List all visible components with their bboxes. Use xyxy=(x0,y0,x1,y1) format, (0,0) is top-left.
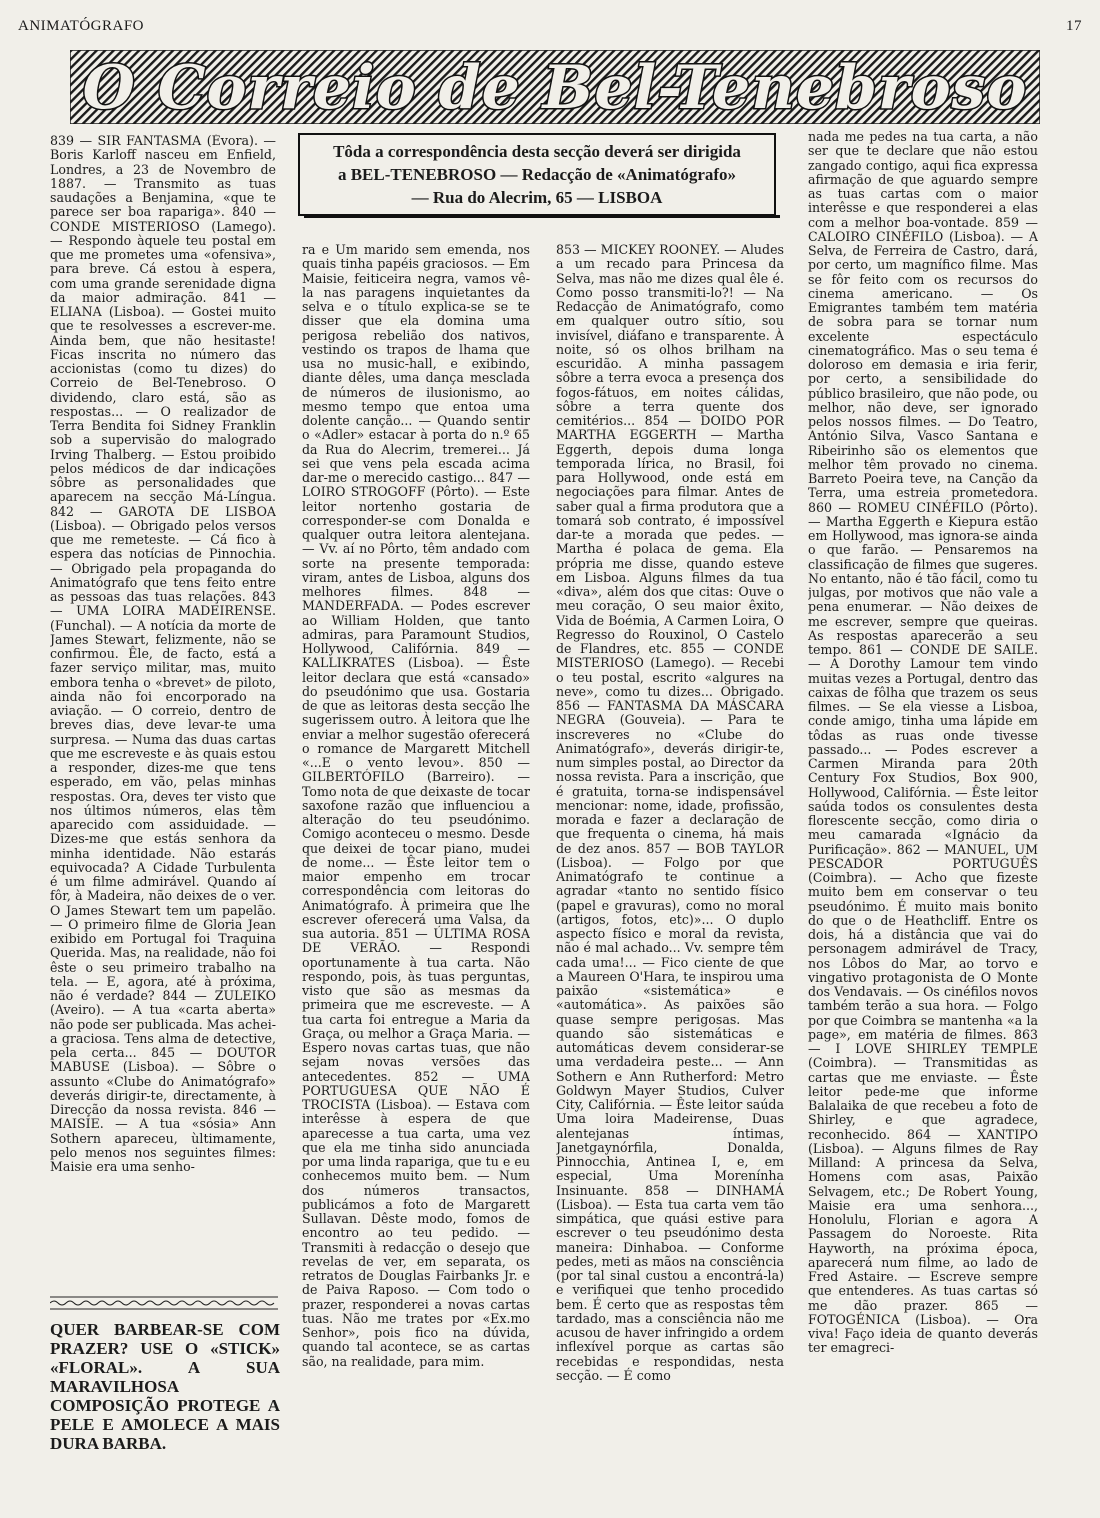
notice-shadow xyxy=(304,215,780,218)
text-column-4 xyxy=(808,130,1038,1505)
notice-line-2: a BEL-TENEBROSO — Redacção de «Animatógrafo» xyxy=(337,165,737,184)
page-number: 17 xyxy=(1066,17,1082,34)
banner-title: O Correio de Bel-Tenebroso xyxy=(82,53,1028,123)
notice-line-3: — Rua do Alecrim, 65 — LISBOA xyxy=(411,188,663,207)
page-header xyxy=(18,14,1082,38)
decorative-divider xyxy=(50,1294,278,1312)
column-4-text: nada me pedes na tua carta, a não ser que te declare que não estou zangado contigo, aqui fica expressa afirmação de que aguardo sempre as tuas cartas com o maior interêsse e que responderei a elas com a melhor boa-vontade. 859 — CALOIRO CINÉFILO (Lisboa). — A Selva, de Ferreira de Castro, dará, por certo, um magnífico filme. Mas se fôr feito com os recursos do cinema americano. — Os Emigrantes também tem matéria de sobra para se tornar num excelente espectáculo cinematográfico. Mas o seu tema é doloroso em demasia e iria ferir, por certo, a sensibilidade do público brasileiro, que não pode, ou melhor, não deve, ser ignorado pelos nossos filmes. — Do Teatro, António Silva, Vasco Santana e Ribeirinho são os elementos que melhor têm provado no cinema. Barreto Poeira teve, na Canção da Terra, uma estreia prometedora. 860 — ROMEU CINÉFILO (Pôrto). — Martha Eggerth e Kiepura estão em Hollywood, mas ignora-se ainda o que farão. — Pensaremos na classificação de filmes que sugeres. No entanto, não é tão fácil, como tu julgas, por motivos que não vale a pena enumerar. — Não deixes de me escrever, sempre que queiras. As respostas aparecerão a seu tempo. 861 — CONDE DE SAILE. — A Dorothy Lamour tem vindo muitas vezes a Portugal, dentro das caixas de fôlha que trazem os seus filmes. — Se ela viesse a Lisboa, conde amigo, tinha uma lápide em tôdas as ruas onde tivesse passado... — Podes escrever a Carmen Miranda para 20th Century Fox Studios, Box 900, Hollywood, Califórnia. — Êste leitor saúda todos os consulentes desta florescente secção, como diria o meu camarada «Ignácio da Purificação». 862 — MANUEL, UM PESCADOR PORTUGUÊS (Coimbra). — Acho que fizeste muito bem em conservar o teu pseudónimo. É muito mais bonito do que o de Heathcliff. Entre os dois, há a distância que vai do personagem admirável de Tracy, nos Lôbos do Mar, ao torvo e vingativo protagonista de O Monte dos Vendavais. — Os cinéfilos novos também terão a sua hora. — Folgo por que Coimbra se mantenha «a la page», em matéria de filmes. 863 — I LOVE SHIRLEY TEMPLE (Coimbra). — Transmitidas as cartas que me enviaste. — Êste leitor pede-me que informe Balalaika de que recebeu a foto de Shirley, e que agradece, reconhecido. 864 — XANTIPO (Lisboa). — Alguns filmes de Ray Milland: A princesa da Selva, Homens com asas, Paixão Selvagem, etc.; De Robert Young, Maisie era uma senhora..., Honolulu, Florian e agora A Passagem do Noroeste. Rita Hayworth, na próxima época, aparecerá num filme, ao lado de Fred Astaire. — Escreve sempre que entenderes. As tuas cartas só me dão prazer. 865 — FOTOGÉNICA (Lisboa). — Ora viva! Faço ideia de quanto deverás ter emagreci- xyxy=(808,130,1038,1356)
column-1-text: 839 — SIR FANTASMA (Évora). — Boris Karloff nasceu em Enfield, Londres, a 23 de Novembro de 1887. — Transmito as tuas saudações a Benjamina, «que te parece ser boa rapariga». 840 — CONDE MISTERIOSO (Lamego). — Respondo àquele teu postal em que me prometes uma «ofensiva», para breve. Cá estou à espera, com uma grande serenidade digna da maior admiração. 841 — ELIANA (Lisboa). — Gostei muito que te resolvesses a escrever-me. Ainda bem, que não hesitaste! Ficas inscrita no número das accionistas (como tu dizes) do Correio de Bel-Tenebroso. O dividendo, claro está, são as respostas... — O realizador de Terra Bendita foi Sidney Franklin sob a supervisão do malogrado Irving Thalberg. — Estou proibido pelos médicos de dar indicações sôbre as personalidades que aparecem na secção Má-Língua. 842 — GAROTA DE LISBOA (Lisboa). — Obrigado pelos versos que me remeteste. — Cá fico à espera das notícias de Pinnochia. — Obrigado pela propaganda do Animatógrafo que tens feito entre as pessoas das tuas relações. 843 — UMA LOIRA MADEIRENSE. (Funchal). — A notícia da morte de James Stewart, felizmente, não se confirmou. Êle, de facto, está a fazer serviço militar, mas, muito embora tenha o «brevet» de piloto, ainda não foi encorporado na aviação. — O correio, dentro de breves dias, deve levar-te uma surpresa. — Numa das duas cartas que me escreveste e às quais estou a responder, dizes-me que tens esperado, em vão, pelas minhas respostas. Ora, deves ter visto que nos últimos números, elas têm aparecido com assiduidade. — Dizes-me que estás senhora da minha identidade. Não estarás equivocada? A Cidade Turbulenta é um filme admirável. Quando aí fôr, à Madeira, não deixes de o ver. O James Stewart tem um papelão. — O primeiro filme de Gloria Jean exibido em Portugal foi Traquina Querida. Mas, na realidade, não foi êste o seu primeiro trabalho na tela. — E, agora, até à próxima, não é verdade? 844 — ZULEIKO (Aveiro). — A tua «carta aberta» não pode ser publicada. Mas achei-a graciosa. Tens alma de detective, pela certa... 845 — DOUTOR MABUSE (Lisboa). — Sôbre o assunto «Clube do Animatógrafo» deverás dirigir-te, directamente, à Direcção da nossa revista. 846 — MAISIE. — A tua «sósia» Ann Sothern apareceu, ùltimamente, pelo menos nos seguintes filmes: Maisie era uma senho- xyxy=(50,134,276,1174)
banner-graphic xyxy=(70,50,1040,124)
notice-line-1: Tôda a correspondência desta secção deverá ser dirigida xyxy=(333,142,741,161)
stick-floral-advert xyxy=(50,1320,280,1490)
column-2-text: ra e Um marido sem emenda, nos quais tinha papéis graciosos. — Em Maisie, feiticeira negra, vamos vê-la nas paragens inquietantes da selva e o título explica-se se te disser que ela domina uma perigosa rebelião dos nativos, vestindo os trapos de lhama que usa no music-hall, e exibindo, diante dêles, uma dança mesclada de números de ilusionismo, ao mesmo tempo que entoa uma dolente canção... — Quando sentir o «Adler» estacar à porta do n.º 65 da Rua do Alecrim, tremerei... Já sei que vens pela escada acima dar-me o merecido castigo... 847 — LOIRO STROGOFF (Pôrto). — Este leitor nortenho gostaria de corresponder-se com Donalda e qualquer outra leitora alentejana. — Vv. aí no Pôrto, têm andado com sorte na presente temporada: viram, antes de Lisboa, alguns dos melhores filmes. 848 — MANDERFADA. — Podes escrever ao William Holden, que tanto admiras, para Paramount Studios, Hollywood, Califórnia. 849 — KALLIKRATES (Lisboa). — Êste leitor declara que está «cansado» do pseudónimo que usa. Gostaria de que as leitoras desta secção lhe sugerissem outro. À leitora que lhe enviar a melhor sugestão oferecerá o romance de Margarett Mitchell «...E o vento levou». 850 — GILBERTÓFILO (Barreiro). — Tomo nota de que deixaste de tocar saxofone razão que influenciou a alteração do teu pseudónimo. Comigo aconteceu o mesmo. Desde que deixei de tocar piano, mudei de nome... — Êste leitor tem o maior empenho em trocar correspondência com leitoras do Animatógrafo. À primeira que lhe escrever oferecerá uma Valsa, da sua autoria. 851 — ÚLTIMA ROSA DE VERÃO. — Respondi oportunamente à tua carta. Não respondo, pois, às tuas perguntas, visto que são as mesmas da primeira que me escreveste. — A tua carta foi entregue a Maria da Graça, ou melhor a Graça Maria. — Espero novas cartas tuas, que não sejam novas versões das antecedentes. 852 — UMA PORTUGUESA QUE NÃO É TROCISTA (Lisboa). — Estava com interêsse à espera de que aparecesse a tua carta, uma vez que ela me tinha sido anunciada por uma linda rapariga, que tu e eu conhecemos muito bem. — Num dos números transactos, publicámos a foto de Margarett Sullavan. Dêste modo, fomos de encontro ao teu pedido. — Transmiti à redacção o desejo que revelas de ver, em separata, os retratos de Douglas Fairbanks Jr. e de Paiva Raposo. — Com todo o prazer, responderei a novas cartas tuas. Não me trates por «Ex.mo Senhor», pois fico na dúvida, quando tal acontece, se as cartas são, na realidade, para mim. xyxy=(302,243,530,1369)
text-column-3 xyxy=(556,243,784,1505)
magazine-title: ANIMATÓGRAFO xyxy=(18,17,145,34)
correspondence-notice xyxy=(298,133,776,216)
column-3-text: 853 — MICKEY ROONEY. — Aludes a um recado para Princesa da Selva, mas não me dizes qual êle é. Como posso transmiti-lo?! — Na Redacção de Animatógrafo, como em qualquer outro sítio, sou invisível, diáfano e transparente. À noite, só os olhos brilham na escuridão. A minha passagem sôbre a terra evoca a presença dos fogos-fátuos, em noites cálidas, sôbre a terra quente dos cemitérios... 854 — DOIDO POR MARTHA EGGERTH — Martha Eggerth, depois duma longa temporada lírica, no Brasil, foi para Hollywood, onde está em negociações para filmar. Antes de saber qual a firma produtora que a tomará sob contrato, é impossível dar-te a morada que pedes. — Martha é polaca de gema. Ela própria me disse, quando esteve em Lisboa. Alguns filmes da tua «diva», além dos que citas: Ouve o meu coração, O seu maior êxito, Vida de Boémia, A Carmen Loira, O Regresso do Rouxinol, O Castelo de Flandres, etc. 855 — CONDE MISTERIOSO (Lamego). — Recebi o teu postal, escrito «algures na neve», como tu dizes... Obrigado. 856 — FANTASMA DA MÁSCARA NEGRA (Gouveia). — Para te inscreveres no «Clube do Animatógrafo», deverás dirigir-te, num simples postal, ao Director da nossa revista. Para a inscrição, que é gratuita, torna-se indispensável mencionar: nome, idade, profissão, morada e fazer a declaração de que frequenta o cinema, há mais de dez anos. 857 — BOB TAYLOR (Lisboa). — Folgo por que Animatógrafo te continue a agradar «tanto no sentido físico (papel e gravuras), como no moral (artigos, fotos, etc)»... O duplo aspecto físico e moral da revista, não é mal achado... Vv. sempre têm cada uma!... — Fico ciente de que a Maureen O'Hara, te inspirou uma paixão «sistemática» e «automática». As paixões são quase sempre perigosas. Mas quando são sistemáticas e automáticas devem considerar-se uma verdadeira peste... — Ann Sothern e Ann Rutherford: Metro Goldwyn Mayer Studios, Culver City, Califórnia. — Êste leitor saúda Uma loira Madeirense, Duas alentejanas íntimas, Janetgaynórfila, Donalda, Pinnocchia, Antinea I, e, em especial, Uma Morenínha Insinuante. 858 — DINHAMÁ (Lisboa). — Esta tua carta vem tão simpática, que quási estive para escrever o teu pseudónimo desta maneira: Dinhaboa. — Conforme pedes, meti as mãos na consciência (por tal sinal custou a encontrá-la) e verifiquei que tenho procedido bem. É certo que as respostas têm tardado, mas a consciência não me acusou de haver infringido a ordem inflexível porque as cartas são recebidas e respondidas, nesta secção. — É como xyxy=(556,243,784,1383)
text-column-1 xyxy=(50,134,276,1294)
advert-text: QUER BARBEAR-SE COM PRAZER? USE O «STICK» «FLORAL». A SUA MARAVILHOSA COMPOSIÇÃO PROTEGE A PELE E AMOLECE A MAIS DURA BARBA. xyxy=(50,1320,280,1453)
text-column-2 xyxy=(302,243,530,1505)
section-banner xyxy=(70,50,1040,124)
